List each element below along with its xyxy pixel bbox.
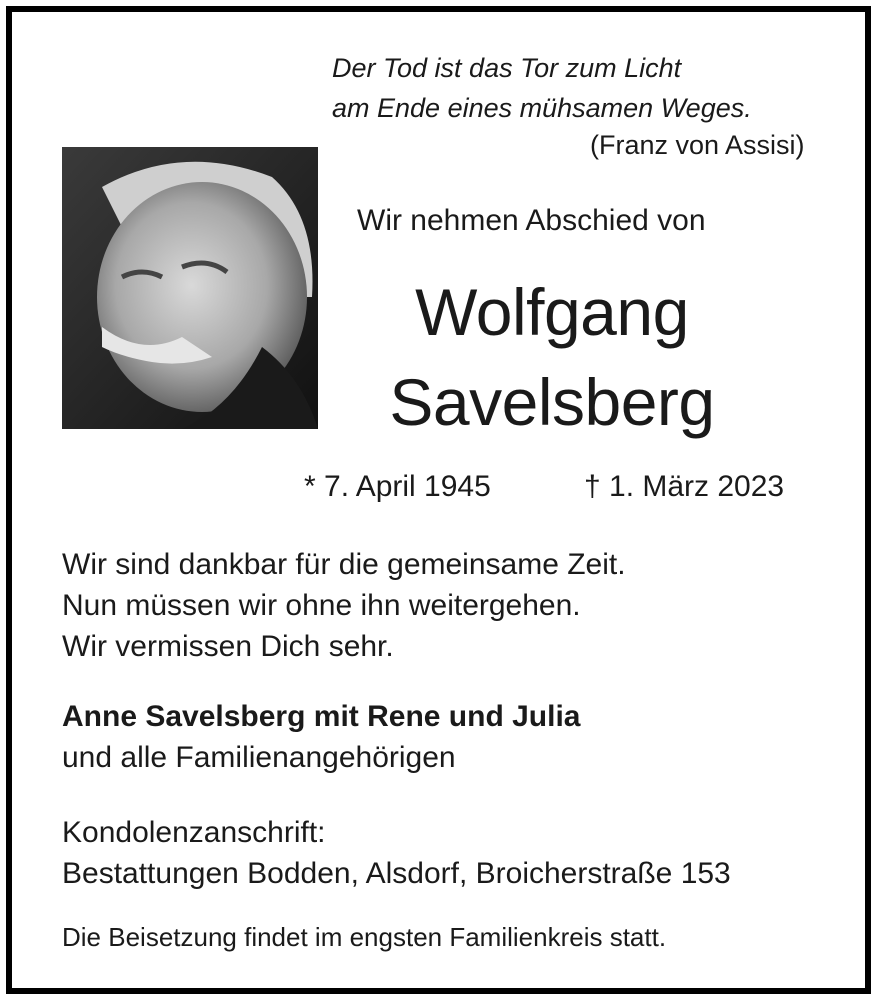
deceased-first-name: Wolfgang	[415, 275, 689, 349]
burial-note: Die Beisetzung findet im engsten Familienkreis statt.	[62, 922, 667, 952]
condolence-address: Bestattungen Bodden, Alsdorf, Broicherstraße 153	[62, 857, 731, 890]
quote-line-2: am Ende eines mühsamen Weges.	[332, 93, 752, 123]
message-line-3: Wir vermissen Dich sehr.	[62, 630, 394, 663]
quote-author: (Franz von Assisi)	[590, 130, 805, 160]
message-line-2: Nun müssen wir ohne ihn weitergehen.	[62, 589, 581, 622]
family-others: und alle Familienangehörigen	[62, 741, 456, 774]
message-line-1: Wir sind dankbar für die gemeinsame Zeit.	[62, 548, 626, 581]
quote-line-1: Der Tod ist das Tor zum Licht	[332, 53, 682, 83]
obituary-frame	[6, 6, 871, 994]
condolence-label: Kondolenzanschrift:	[62, 816, 326, 849]
farewell-intro: Wir nehmen Abschied von	[357, 204, 706, 237]
family-names: Anne Savelsberg mit Rene und Julia	[62, 700, 581, 733]
portrait-photo	[62, 147, 318, 429]
portrait-photo-image	[62, 147, 318, 429]
death-date: † 1. März 2023	[584, 470, 785, 503]
deceased-last-name: Savelsberg	[389, 365, 715, 439]
birth-date: * 7. April 1945	[304, 470, 491, 503]
